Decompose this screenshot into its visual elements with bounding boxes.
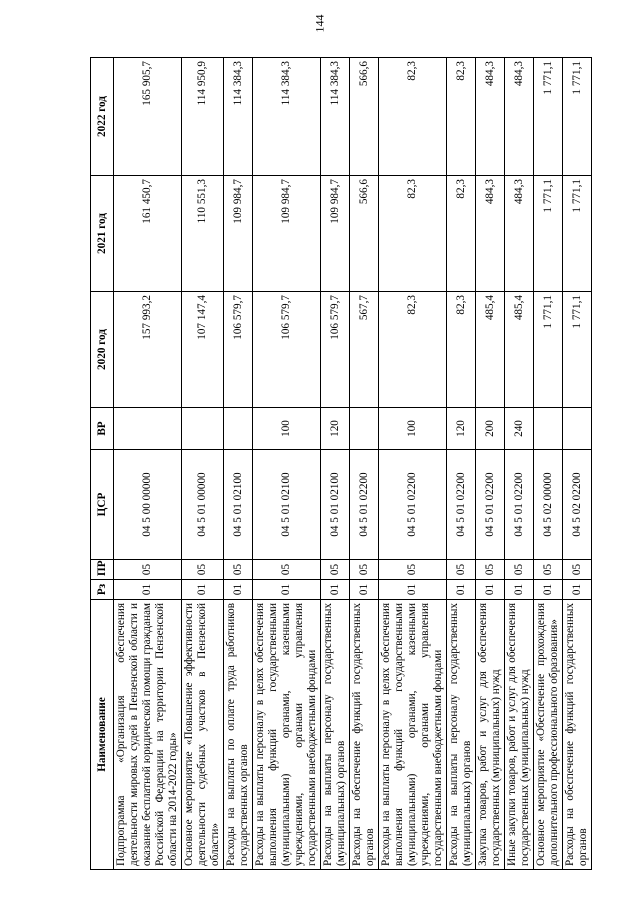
- row-pr: 05: [182, 560, 224, 580]
- row-pr: 05: [505, 560, 534, 580]
- table-row: [447, 58, 476, 870]
- row-pr: 05: [563, 560, 592, 580]
- row-name: Основное мероприятие «Обеспечение прохождения дополнительного профессионального образования»: [534, 600, 563, 870]
- row-csr: 04 5 01 02100: [253, 450, 321, 560]
- header-name: Наименование: [91, 600, 114, 870]
- row-2020: 1 771,1: [563, 292, 592, 408]
- table-row: [224, 58, 253, 870]
- row-vr: [534, 408, 563, 450]
- row-csr: 04 5 01 00000: [182, 450, 224, 560]
- row-2020: 1 771,1: [534, 292, 563, 408]
- row-vr: [114, 408, 182, 450]
- row-name: Расходы на выплаты персоналу государственных (муниципальных) органов: [321, 600, 350, 870]
- row-name: Расходы на обеспечение функций государственных органов: [563, 600, 592, 870]
- table-row: [350, 58, 379, 870]
- row-rz: 01: [447, 580, 476, 600]
- row-rz: 01: [505, 580, 534, 600]
- table-row: [114, 58, 182, 870]
- row-2020: 106 579,7: [253, 292, 321, 408]
- row-rz: 01: [534, 580, 563, 600]
- row-vr: [182, 408, 224, 450]
- row-pr: 05: [114, 560, 182, 580]
- row-vr: 100: [379, 408, 447, 450]
- row-pr: 05: [224, 560, 253, 580]
- row-2021: 109 984,7: [224, 176, 253, 292]
- header-2022: 2022 год: [91, 58, 114, 176]
- row-2022: 484,3: [476, 58, 505, 176]
- row-2022: 566,6: [350, 58, 379, 176]
- header-2021: 2021 год: [91, 176, 114, 292]
- row-2020: 106 579,7: [321, 292, 350, 408]
- row-pr: 05: [253, 560, 321, 580]
- row-csr: 04 5 01 02200: [379, 450, 447, 560]
- row-csr: 04 5 01 02200: [505, 450, 534, 560]
- row-name: Расходы на выплаты персоналу государственных (муниципальных) органов: [447, 600, 476, 870]
- row-rz: 01: [476, 580, 505, 600]
- page-number-text: 144: [312, 14, 327, 32]
- row-pr: 05: [447, 560, 476, 580]
- row-rz: 01: [114, 580, 182, 600]
- row-name: Подпрограмма «Организация обеспечения деятельности мировых судей в Пензенской области и оказание бесплатной юридической помощи гражданам Российской Федерации на территории Пензенской области на 2014-2022 годы»: [114, 600, 182, 870]
- row-2021: 109 984,7: [253, 176, 321, 292]
- row-rz: 01: [253, 580, 321, 600]
- row-2020: 567,7: [350, 292, 379, 408]
- row-vr: 100: [253, 408, 321, 450]
- row-csr: 04 5 01 02200: [476, 450, 505, 560]
- row-vr: 120: [321, 408, 350, 450]
- row-2022: 1 771,1: [563, 58, 592, 176]
- row-name: Расходы на выплаты по оплате труда работников государственных органов: [224, 600, 253, 870]
- row-vr: [350, 408, 379, 450]
- row-2020: 107 147,4: [182, 292, 224, 408]
- row-rz: 01: [379, 580, 447, 600]
- row-rz: 01: [350, 580, 379, 600]
- row-name: Закупка товаров, работ и услуг для обеспечения государственных (муниципальных) нужд: [476, 600, 505, 870]
- row-vr: 200: [476, 408, 505, 450]
- table-row: [182, 58, 224, 870]
- row-2022: 165 905,7: [114, 58, 182, 176]
- row-2022: 82,3: [379, 58, 447, 176]
- row-vr: [224, 408, 253, 450]
- row-csr: 04 5 00 00000: [114, 450, 182, 560]
- row-2022: 114 384,3: [321, 58, 350, 176]
- row-2021: 82,3: [447, 176, 476, 292]
- table-row: [476, 58, 505, 870]
- row-2022: 1 771,1: [534, 58, 563, 176]
- row-pr: 05: [350, 560, 379, 580]
- row-name: Расходы на выплаты персоналу в целях обеспечения выполнения функций государственными (муниципальными) органами, казенными учреждениями, органами управления государственными внебюджетными фондами: [253, 600, 321, 870]
- row-2021: 484,3: [476, 176, 505, 292]
- row-pr: 05: [379, 560, 447, 580]
- row-csr: 04 5 02 00000: [534, 450, 563, 560]
- row-2020: 485,4: [505, 292, 534, 408]
- table-row: [505, 58, 534, 870]
- row-2022: 114 384,3: [253, 58, 321, 176]
- row-2022: 114 950,9: [182, 58, 224, 176]
- table-header-row: [91, 58, 114, 870]
- row-csr: 04 5 01 02100: [224, 450, 253, 560]
- row-2021: 484,3: [505, 176, 534, 292]
- row-vr: 240: [505, 408, 534, 450]
- table-row: [321, 58, 350, 870]
- row-2021: 110 551,3: [182, 176, 224, 292]
- row-vr: 120: [447, 408, 476, 450]
- row-2021: 82,3: [379, 176, 447, 292]
- row-pr: 05: [534, 560, 563, 580]
- header-pr: ПР: [91, 560, 114, 580]
- row-2020: 106 579,7: [224, 292, 253, 408]
- header-2020: 2020 год: [91, 292, 114, 408]
- row-2021: 566,6: [350, 176, 379, 292]
- row-2021: 1 771,1: [563, 176, 592, 292]
- row-pr: 05: [476, 560, 505, 580]
- row-2020: 157 993,2: [114, 292, 182, 408]
- row-name: Иные закупки товаров, работ и услуг для обеспечения государственных (муниципальных) нужд: [505, 600, 534, 870]
- header-csr: ЦСР: [91, 450, 114, 560]
- table-row: [379, 58, 447, 870]
- row-2021: 1 771,1: [534, 176, 563, 292]
- row-rz: 01: [563, 580, 592, 600]
- header-rz: Рз: [91, 580, 114, 600]
- table-row: [563, 58, 592, 870]
- row-2022: 82,3: [447, 58, 476, 176]
- table-row: [534, 58, 563, 870]
- table-row: [253, 58, 321, 870]
- page-number: [312, 3, 328, 43]
- row-name: Расходы на выплаты персоналу в целях обеспечения выполнения функций государственными (муниципальными) органами, казенными учреждениями, органами управления государственными внебюджетными фондами: [379, 600, 447, 870]
- row-csr: 04 5 01 02100: [321, 450, 350, 560]
- row-2022: 484,3: [505, 58, 534, 176]
- budget-table: [90, 57, 592, 870]
- row-rz: 01: [182, 580, 224, 600]
- row-rz: 01: [321, 580, 350, 600]
- row-rz: 01: [224, 580, 253, 600]
- header-vr: ВР: [91, 408, 114, 450]
- row-2020: 485,4: [476, 292, 505, 408]
- row-name: Основное мероприятие «Повышение эффективности деятельности судебных участков в Пензенской области»: [182, 600, 224, 870]
- row-csr: 04 5 02 02200: [563, 450, 592, 560]
- rotated-table-container: [90, 58, 589, 870]
- row-vr: [563, 408, 592, 450]
- row-csr: 04 5 01 02200: [447, 450, 476, 560]
- row-2020: 82,3: [447, 292, 476, 408]
- row-2021: 109 984,7: [321, 176, 350, 292]
- row-2022: 114 384,3: [224, 58, 253, 176]
- row-pr: 05: [321, 560, 350, 580]
- row-2020: 82,3: [379, 292, 447, 408]
- row-2021: 161 450,7: [114, 176, 182, 292]
- row-csr: 04 5 01 02200: [350, 450, 379, 560]
- row-name: Расходы на обеспечение функций государственных органов: [350, 600, 379, 870]
